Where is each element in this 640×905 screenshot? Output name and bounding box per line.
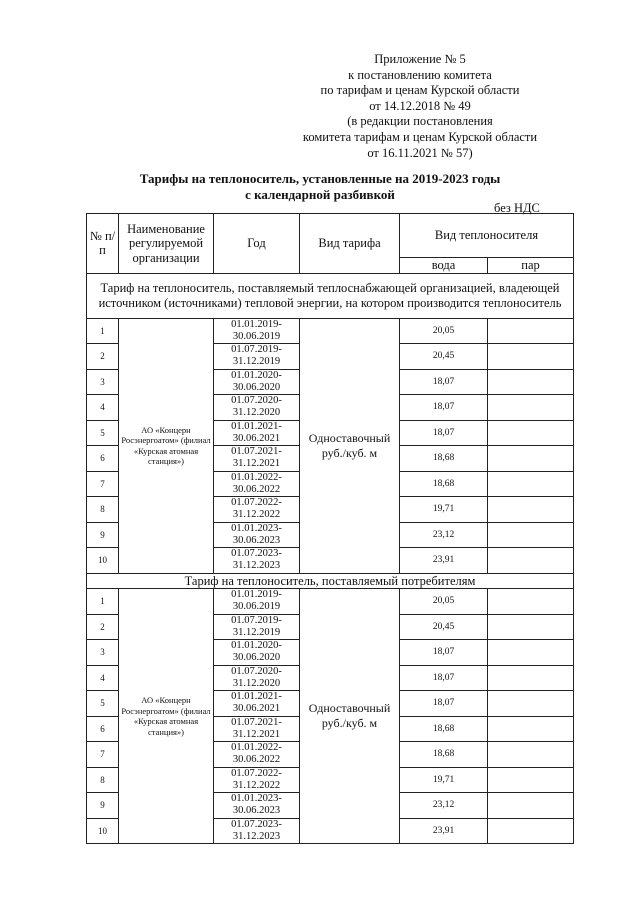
row-number: 4 <box>87 395 119 421</box>
row-number: 5 <box>87 420 119 446</box>
steam-value <box>488 640 574 666</box>
water-value: 18,07 <box>400 369 488 395</box>
header-num: № п/п <box>87 214 119 274</box>
steam-value <box>488 497 574 523</box>
row-period: 01.01.2023-30.06.2023 <box>214 522 300 548</box>
steam-value <box>488 793 574 819</box>
row-period: 01.07.2022-31.12.2022 <box>214 767 300 793</box>
row-number: 10 <box>87 548 119 574</box>
header-line: к постановлению комитета <box>348 67 492 82</box>
tariff-table-body <box>87 214 574 844</box>
org-name: АО «Концерн Росэнергоатом» (филиал «Курская атомная станция») <box>119 589 214 844</box>
row-number: 8 <box>87 767 119 793</box>
row-period: 01.07.2020-31.12.2020 <box>214 665 300 691</box>
header-tariff-type: Вид тарифа <box>300 214 400 274</box>
row-number: 1 <box>87 318 119 344</box>
water-value: 23,12 <box>400 522 488 548</box>
row-period: 01.07.2019-31.12.2019 <box>214 344 300 370</box>
steam-value <box>488 471 574 497</box>
header-year: Год <box>214 214 300 274</box>
water-value: 20,05 <box>400 318 488 344</box>
row-period: 01.01.2021-30.06.2021 <box>214 420 300 446</box>
water-value: 23,12 <box>400 793 488 819</box>
row-period: 01.07.2020-31.12.2020 <box>214 395 300 421</box>
water-value: 18,68 <box>400 446 488 472</box>
row-number: 9 <box>87 793 119 819</box>
appendix-header <box>250 52 590 161</box>
row-period: 01.07.2023-31.12.2023 <box>214 548 300 574</box>
row-number: 6 <box>87 716 119 742</box>
row-period: 01.01.2022-30.06.2022 <box>214 471 300 497</box>
header-line: комитета тарифам и ценам Курской области <box>302 129 538 144</box>
steam-value <box>488 589 574 615</box>
water-value: 23,91 <box>400 818 488 844</box>
table-header-row <box>87 214 574 258</box>
title-line-1: Тарифы на теплоноситель, установленные на 2019-2023 годы <box>139 171 501 186</box>
row-period: 01.07.2022-31.12.2022 <box>214 497 300 523</box>
row-number: 3 <box>87 369 119 395</box>
row-number: 2 <box>87 614 119 640</box>
water-value: 18,07 <box>400 640 488 666</box>
steam-value <box>488 614 574 640</box>
vat-note: без НДС <box>494 201 540 215</box>
steam-value <box>488 716 574 742</box>
steam-value <box>488 420 574 446</box>
table-row <box>87 318 574 344</box>
row-period: 01.01.2021-30.06.2021 <box>214 691 300 717</box>
steam-value <box>488 691 574 717</box>
section-header-row <box>87 273 574 318</box>
header-water: вода <box>400 258 488 274</box>
steam-value <box>488 446 574 472</box>
row-number: 4 <box>87 665 119 691</box>
row-period: 01.01.2020-30.06.2020 <box>214 369 300 395</box>
water-value: 20,45 <box>400 614 488 640</box>
water-value: 18,07 <box>400 691 488 717</box>
steam-value <box>488 344 574 370</box>
row-number: 7 <box>87 471 119 497</box>
water-value: 18,68 <box>400 716 488 742</box>
row-period: 01.01.2022-30.06.2022 <box>214 742 300 768</box>
row-number: 8 <box>87 497 119 523</box>
row-number: 9 <box>87 522 119 548</box>
steam-value <box>488 548 574 574</box>
row-period: 01.01.2019-30.06.2019 <box>214 589 300 615</box>
row-period: 01.01.2019-30.06.2019 <box>214 318 300 344</box>
header-carrier: Вид теплоносителя <box>400 214 574 258</box>
water-value: 18,07 <box>400 665 488 691</box>
section-title: Тариф на теплоноситель, поставляемый потребителям <box>87 573 574 589</box>
header-line: по тарифам и ценам Курской области <box>320 83 520 98</box>
org-name: АО «Концерн Росэнергоатом» (филиал «Курская атомная станция») <box>119 318 214 573</box>
steam-value <box>488 742 574 768</box>
section-header-row <box>87 573 574 589</box>
water-value: 18,68 <box>400 471 488 497</box>
document-title <box>80 171 560 203</box>
steam-value <box>488 395 574 421</box>
header-line: от 16.11.2021 № 57) <box>367 145 473 160</box>
tariff-type: Одноставочный руб./куб. м <box>300 589 400 844</box>
row-number: 5 <box>87 691 119 717</box>
row-number: 1 <box>87 589 119 615</box>
row-number: 2 <box>87 344 119 370</box>
section-title: Тариф на теплоноситель, поставляемый теплоснабжающей организацией, владеющей источником (источниками) тепловой энергии, на котором производится теплоноситель <box>87 273 574 318</box>
row-period: 01.01.2020-30.06.2020 <box>214 640 300 666</box>
tariff-table <box>86 213 574 844</box>
row-period: 01.07.2021-31.12.2021 <box>214 716 300 742</box>
header-line: от 14.12.2018 № 49 <box>369 98 471 113</box>
header-line: Приложение № 5 <box>374 52 466 66</box>
water-value: 18,07 <box>400 395 488 421</box>
title-line-2: с календарной разбивкой <box>245 187 395 202</box>
row-number: 6 <box>87 446 119 472</box>
water-value: 18,68 <box>400 742 488 768</box>
water-value: 20,45 <box>400 344 488 370</box>
steam-value <box>488 522 574 548</box>
header-line: (в редакции постановления <box>347 114 493 129</box>
table-row <box>87 589 574 615</box>
water-value: 19,71 <box>400 497 488 523</box>
steam-value <box>488 665 574 691</box>
water-value: 19,71 <box>400 767 488 793</box>
steam-value <box>488 818 574 844</box>
steam-value <box>488 318 574 344</box>
header-org: Наименование регулируемой организации <box>119 214 214 274</box>
row-number: 10 <box>87 818 119 844</box>
water-value: 20,05 <box>400 589 488 615</box>
row-number: 3 <box>87 640 119 666</box>
row-period: 01.07.2023-31.12.2023 <box>214 818 300 844</box>
row-number: 7 <box>87 742 119 768</box>
header-steam: пар <box>488 258 574 274</box>
water-value: 18,07 <box>400 420 488 446</box>
row-period: 01.07.2021-31.12.2021 <box>214 446 300 472</box>
steam-value <box>488 767 574 793</box>
row-period: 01.01.2023-30.06.2023 <box>214 793 300 819</box>
steam-value <box>488 369 574 395</box>
water-value: 23,91 <box>400 548 488 574</box>
tariff-type: Одноставочный руб./куб. м <box>300 318 400 573</box>
row-period: 01.07.2019-31.12.2019 <box>214 614 300 640</box>
